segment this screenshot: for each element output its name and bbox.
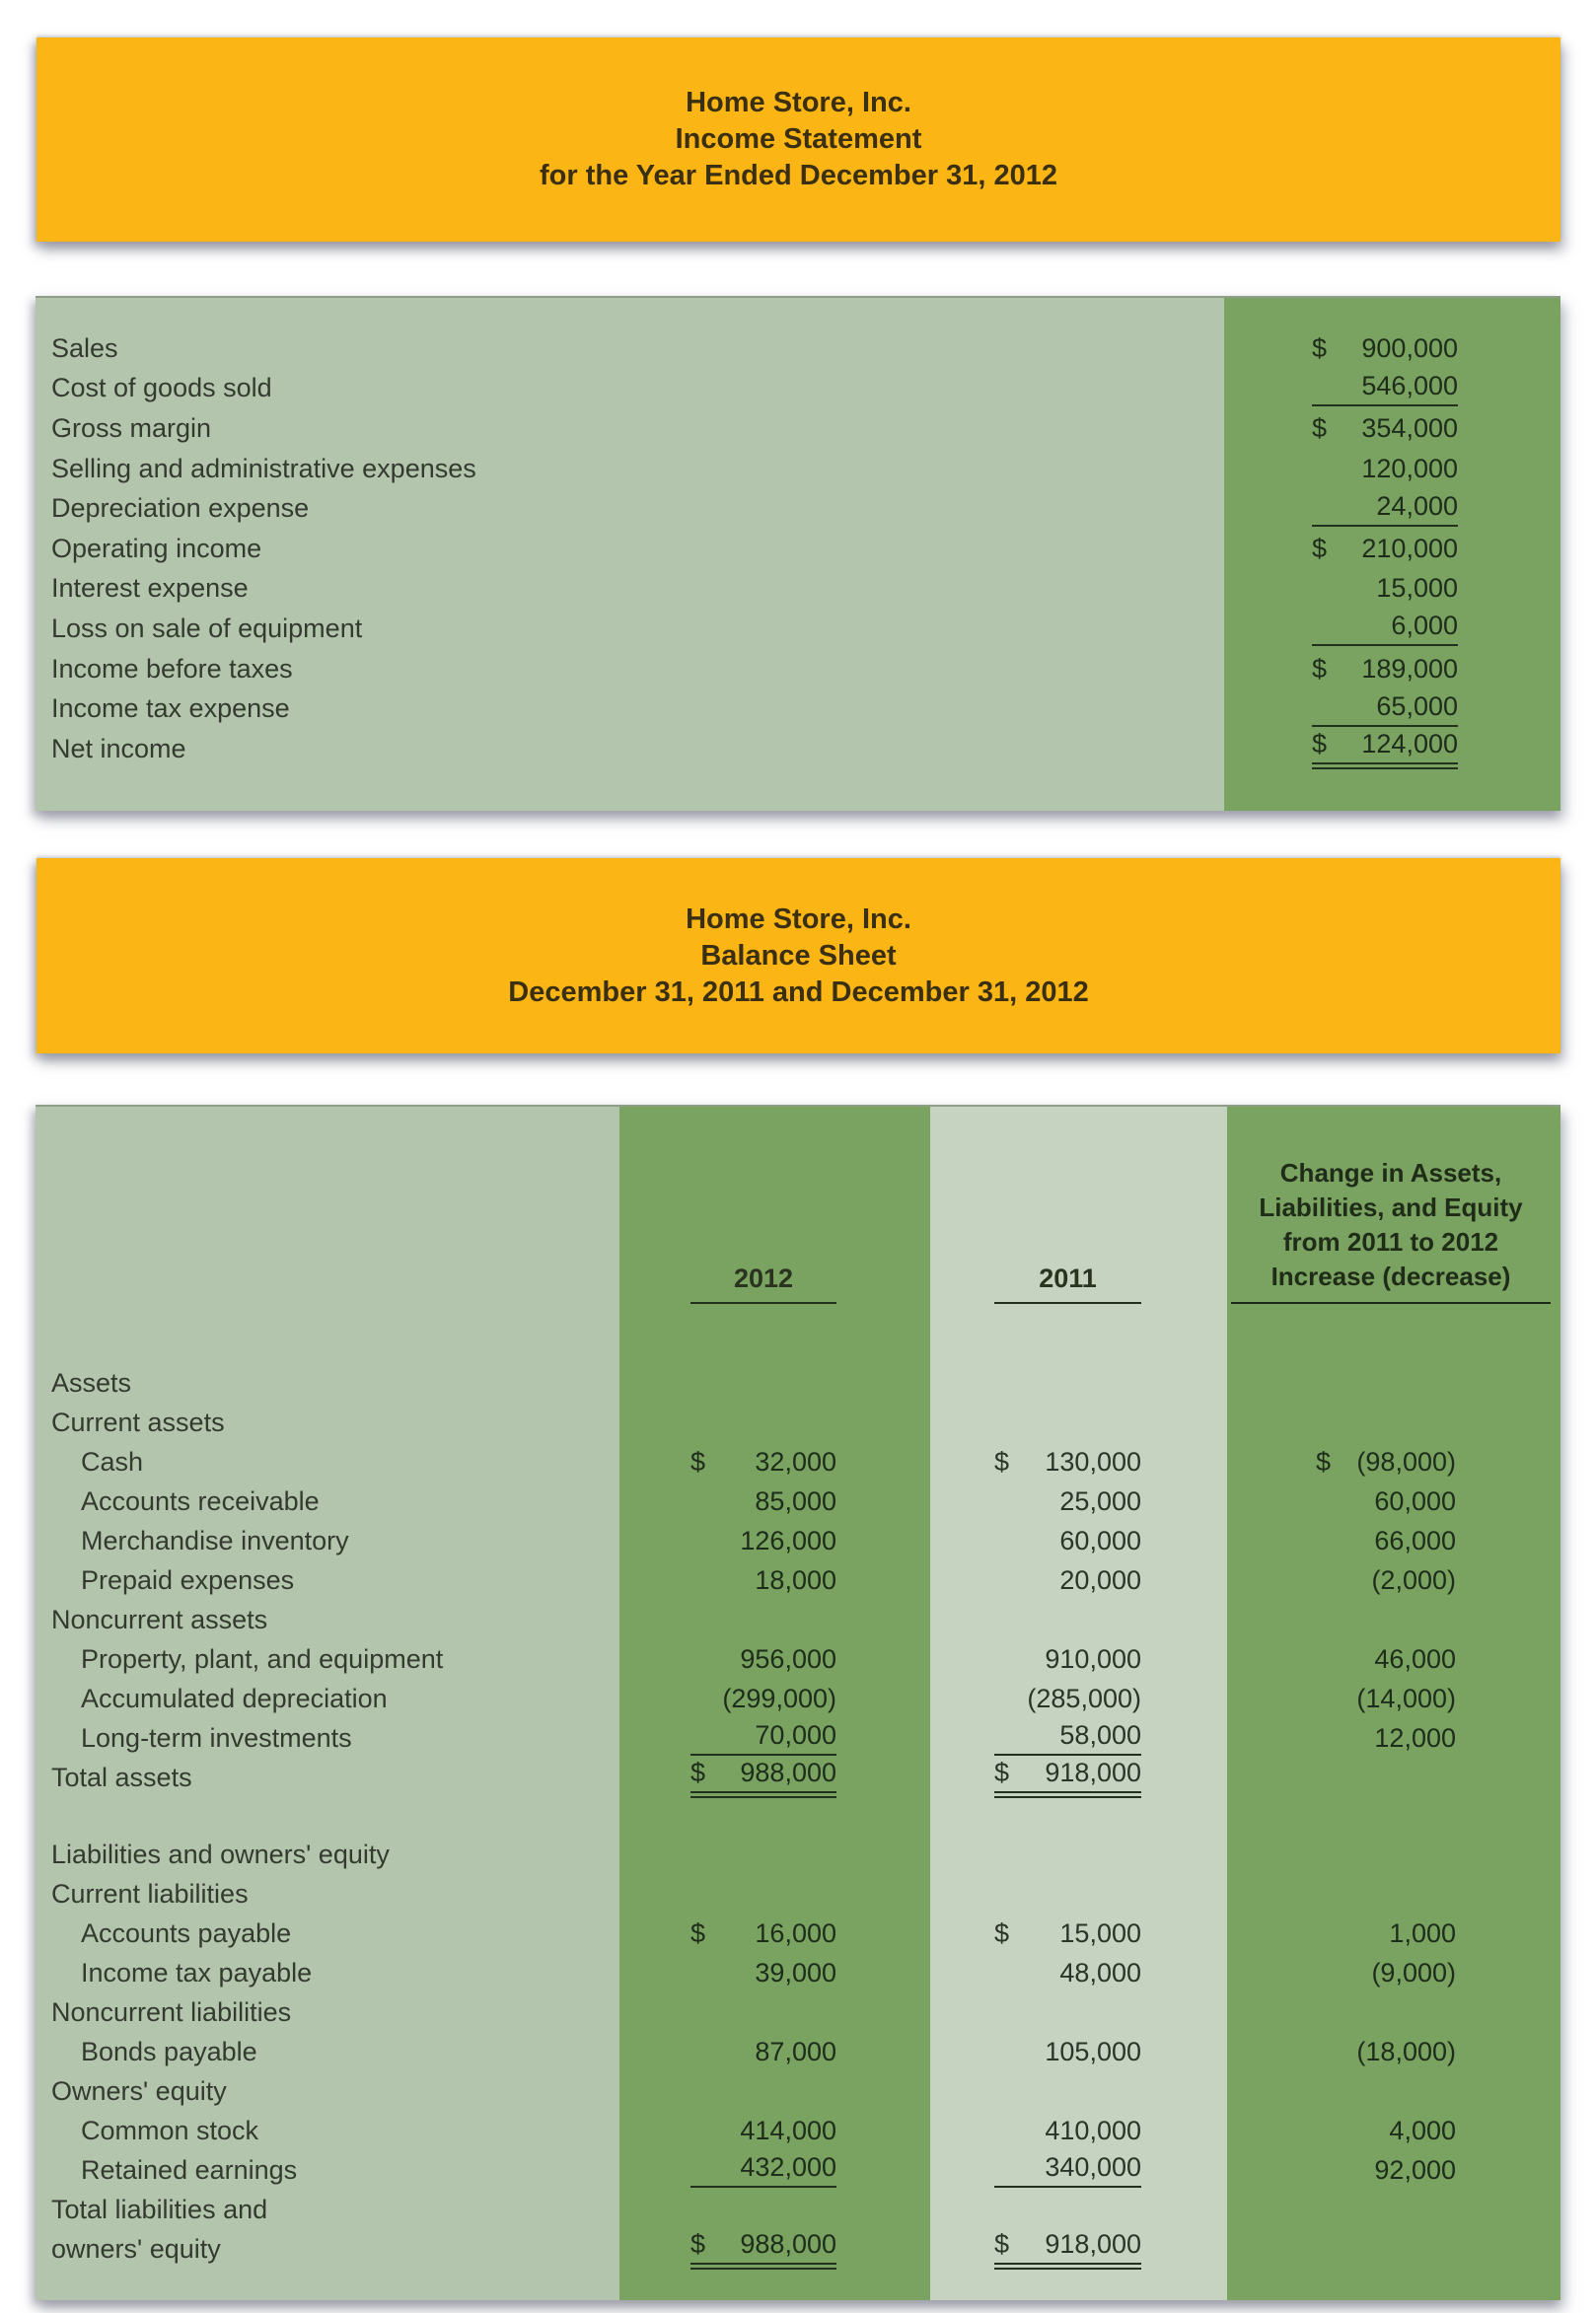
amount-cell-c2011	[930, 1958, 1227, 1988]
amount-value: 900,000	[1361, 332, 1458, 363]
row-label: Property, plant, and equipment	[81, 1643, 444, 1674]
amount-cell-c2011	[930, 2116, 1227, 2146]
row-label: Operating income	[51, 533, 262, 563]
amount-value: 126,000	[740, 1525, 836, 1555]
income-statement-period: for the Year Ended December 31, 2012	[540, 160, 1057, 191]
row-label: Accounts receivable	[81, 1485, 320, 1516]
amount-cell-c2012	[619, 1644, 930, 1675]
amount-cell-c2012	[619, 1720, 930, 1756]
amount-value: (9,000)	[1371, 1957, 1456, 1988]
amount	[690, 2152, 836, 2188]
amount	[1316, 1918, 1456, 1949]
row-label: Noncurrent assets	[51, 1604, 268, 1634]
amount-value: 18,000	[755, 1564, 836, 1595]
amount-cell-c2011	[930, 1918, 1227, 1949]
row-label: Sales	[51, 332, 118, 363]
amount-cell	[1224, 413, 1560, 444]
balance-sheet-banner	[36, 858, 1560, 1053]
amount	[1316, 1958, 1456, 1988]
amount-value: 25,000	[1059, 1485, 1141, 1516]
amount-value: 105,000	[1045, 2036, 1141, 2066]
amount-value: 16,000	[755, 1917, 836, 1948]
amount	[1316, 1486, 1456, 1517]
amount-cell-cchg	[1227, 1958, 1560, 1988]
amount	[690, 2229, 836, 2270]
amount-value: 87,000	[755, 2036, 836, 2066]
amount-value: (14,000)	[1356, 1683, 1456, 1713]
balance-sheet-row	[36, 1718, 1560, 1758]
balance-sheet-row	[36, 1442, 1560, 1482]
amount	[690, 2037, 836, 2067]
row-label: Gross margin	[51, 412, 212, 443]
amount-value: 60,000	[1374, 1485, 1456, 1516]
amount-value: 58,000	[1059, 1720, 1141, 1750]
amount	[1312, 333, 1458, 364]
row-label: owners' equity	[51, 2233, 221, 2264]
amount	[1316, 1526, 1456, 1556]
amount-cell-c2012	[619, 1684, 930, 1714]
amount-value: 6,000	[1391, 611, 1458, 641]
amount-value: 85,000	[755, 1485, 836, 1516]
amount	[690, 1447, 836, 1478]
amount-value: 4,000	[1389, 2115, 1456, 2145]
amount-value: 410,000	[1045, 2115, 1141, 2145]
balance-sheet-column-headers	[36, 1146, 1560, 1304]
amount-cell-c2011	[930, 1758, 1227, 1798]
amount-value: 39,000	[755, 1957, 836, 1988]
amount-cell	[1224, 371, 1560, 406]
amount-value: 15,000	[1376, 573, 1458, 604]
amount-cell	[1224, 491, 1560, 527]
amount-value: 46,000	[1374, 1643, 1456, 1674]
amount-value: (299,000)	[722, 1683, 836, 1713]
amount	[1316, 2116, 1456, 2146]
amount-cell-c2012	[619, 2116, 930, 2146]
amount-cell-c2012	[619, 2229, 930, 2270]
amount-cell-c2011	[930, 1720, 1227, 1756]
amount	[994, 1565, 1141, 1596]
column-header-change	[1231, 1156, 1551, 1304]
amount	[690, 1526, 836, 1556]
currency-symbol: $	[1312, 412, 1328, 443]
amount-value: 988,000	[740, 1757, 836, 1787]
income-statement-banner	[36, 37, 1560, 242]
amount-value: 12,000	[1374, 1722, 1456, 1753]
amount	[994, 1684, 1141, 1714]
amount	[1316, 2037, 1456, 2067]
amount-cell-c2011	[930, 1684, 1227, 1714]
amount	[1316, 1565, 1456, 1596]
amount	[1312, 534, 1458, 564]
amount	[1312, 691, 1458, 727]
row-label: Income before taxes	[51, 653, 293, 684]
row-label: Bonds payable	[81, 2036, 257, 2066]
column-header-2011-cell	[930, 1264, 1227, 1304]
amount-cell-c2011	[930, 2152, 1227, 2188]
amount-value: 60,000	[1059, 1525, 1141, 1555]
row-label: Cost of goods sold	[51, 373, 272, 403]
amount-cell	[1224, 454, 1560, 484]
balance-sheet-title: Balance Sheet	[700, 939, 897, 972]
balance-sheet-row	[36, 1992, 1560, 2032]
amount	[1312, 729, 1458, 769]
amount-value: 918,000	[1045, 2228, 1141, 2259]
currency-symbol: $	[1312, 728, 1328, 759]
income-statement-row	[36, 529, 1560, 569]
amount-value: 988,000	[740, 2228, 836, 2259]
amount-cell-cchg	[1227, 2116, 1560, 2146]
amount-cell-c2012	[619, 1758, 930, 1798]
amount-cell-cchg	[1227, 1447, 1560, 1478]
column-header-change-cell	[1227, 1156, 1560, 1304]
amount-cell	[1224, 573, 1560, 604]
balance-sheet-row	[36, 1835, 1560, 1874]
amount	[1312, 654, 1458, 685]
amount-cell-c2012	[619, 1565, 930, 1596]
amount-cell-c2011	[930, 1526, 1227, 1556]
blank-row	[36, 1797, 1560, 1835]
row-label: Total liabilities and	[51, 2194, 268, 2224]
currency-symbol: $	[1312, 332, 1328, 363]
amount	[1312, 413, 1458, 444]
amount	[994, 2037, 1141, 2067]
amount-cell	[1224, 691, 1560, 727]
amount	[994, 1720, 1141, 1756]
balance-sheet-row	[36, 1403, 1560, 1442]
amount-cell-cchg	[1227, 2155, 1560, 2186]
amount-cell	[1224, 611, 1560, 646]
row-label: Selling and administrative expenses	[51, 453, 476, 483]
row-label: Cash	[81, 1446, 144, 1477]
balance-sheet-row	[36, 2111, 1560, 2150]
income-statement-row	[36, 569, 1560, 610]
balance-sheet-company: Home Store, Inc.	[686, 903, 911, 935]
amount	[994, 1526, 1141, 1556]
currency-symbol: $	[994, 1757, 1010, 1787]
amount-value: 66,000	[1374, 1525, 1456, 1555]
amount	[1312, 611, 1458, 646]
amount-value: 414,000	[740, 2115, 836, 2145]
row-label: Accounts payable	[81, 1917, 292, 1948]
row-label: Total assets	[51, 1762, 192, 1792]
income-statement-table	[36, 296, 1560, 811]
income-statement-row	[36, 408, 1560, 449]
balance-sheet-row	[36, 1521, 1560, 1560]
amount-value: 20,000	[1059, 1564, 1141, 1595]
amount	[690, 2116, 836, 2146]
amount	[994, 1447, 1141, 1478]
balance-sheet-row	[36, 2229, 1560, 2269]
row-label: Accumulated depreciation	[81, 1683, 388, 1713]
amount	[690, 1486, 836, 1517]
amount	[1316, 1447, 1456, 1478]
amount-value: 354,000	[1361, 412, 1458, 443]
amount-cell-c2012	[619, 1526, 930, 1556]
amount-cell	[1224, 729, 1560, 769]
currency-symbol: $	[1312, 653, 1328, 684]
amount-value: 48,000	[1059, 1957, 1141, 1988]
amount	[1312, 491, 1458, 527]
amount	[690, 1918, 836, 1949]
balance-sheet-row	[36, 1560, 1560, 1600]
amount	[994, 1758, 1141, 1798]
amount-value: 92,000	[1374, 2154, 1456, 2185]
balance-sheet-row	[36, 2071, 1560, 2111]
amount-cell-c2011	[930, 2229, 1227, 2270]
amount	[994, 2229, 1141, 2270]
column-header-2011: 2011	[994, 1264, 1141, 1304]
balance-sheet-row	[36, 1758, 1560, 1797]
currency-symbol: $	[690, 2228, 706, 2259]
amount	[994, 1486, 1141, 1517]
amount-cell-c2011	[930, 1644, 1227, 1675]
balance-sheet-period: December 31, 2011 and December 31, 2012	[508, 976, 1089, 1008]
balance-sheet-rows	[36, 1363, 1560, 2269]
amount-value: 546,000	[1361, 370, 1458, 400]
change-header-line: from 2011 to 2012	[1282, 1227, 1499, 1257]
amount-value: 956,000	[740, 1643, 836, 1674]
row-label: Merchandise inventory	[81, 1525, 349, 1555]
income-statement-company: Home Store, Inc.	[686, 87, 911, 118]
income-statement-row	[36, 609, 1560, 649]
amount-cell-c2011	[930, 1486, 1227, 1517]
amount-value: (285,000)	[1027, 1683, 1141, 1713]
amount	[1312, 454, 1458, 484]
amount-value: 24,000	[1376, 490, 1458, 521]
currency-symbol: $	[994, 2228, 1010, 2259]
balance-sheet-row	[36, 1600, 1560, 1639]
amount-value: 65,000	[1376, 690, 1458, 721]
amount-cell	[1224, 333, 1560, 364]
balance-sheet-table	[36, 1105, 1560, 2300]
amount	[1316, 1644, 1456, 1675]
income-statement-row	[36, 729, 1560, 769]
currency-symbol: $	[690, 1446, 706, 1477]
amount-value: 1,000	[1389, 1917, 1456, 1948]
amount-value: 15,000	[1059, 1917, 1141, 1948]
balance-sheet-row	[36, 1874, 1560, 1914]
row-label: Prepaid expenses	[81, 1564, 295, 1595]
amount-value: 210,000	[1361, 533, 1458, 563]
amount-cell-cchg	[1227, 1684, 1560, 1714]
amount	[994, 1644, 1141, 1675]
amount-cell-cchg	[1227, 2037, 1560, 2067]
amount	[690, 1958, 836, 1988]
amount-cell-c2011	[930, 1447, 1227, 1478]
amount-cell-cchg	[1227, 1723, 1560, 1754]
column-header-2012-cell	[619, 1264, 930, 1304]
row-label: Noncurrent liabilities	[51, 1996, 292, 2027]
row-label: Loss on sale of equipment	[51, 613, 363, 643]
amount-value: 432,000	[740, 2152, 836, 2182]
row-label: Common stock	[81, 2115, 259, 2145]
income-statement-rows	[36, 328, 1560, 769]
income-statement-row	[36, 488, 1560, 529]
amount	[690, 1720, 836, 1756]
amount-value: 189,000	[1361, 653, 1458, 684]
amount	[690, 1565, 836, 1596]
amount-value: 32,000	[755, 1446, 836, 1477]
row-label: Net income	[51, 733, 186, 763]
currency-symbol: $	[1316, 1446, 1332, 1477]
income-statement-row	[36, 328, 1560, 369]
change-header-line: Liabilities, and Equity	[1259, 1193, 1523, 1222]
amount-cell-cchg	[1227, 1644, 1560, 1675]
amount-value: 70,000	[755, 1720, 836, 1750]
row-label: Assets	[51, 1367, 132, 1398]
row-label: Liabilities and owners' equity	[51, 1839, 390, 1869]
amount-cell-cchg	[1227, 1526, 1560, 1556]
currency-symbol: $	[994, 1917, 1010, 1948]
row-label: Retained earnings	[81, 2154, 298, 2185]
amount-cell-c2012	[619, 1918, 930, 1949]
amount-cell-cchg	[1227, 1486, 1560, 1517]
balance-sheet-row	[36, 2032, 1560, 2071]
row-label: Interest expense	[51, 573, 249, 604]
row-label: Current assets	[51, 1407, 225, 1437]
currency-symbol: $	[994, 1446, 1010, 1477]
amount	[690, 1644, 836, 1675]
row-label: Owners' equity	[51, 2075, 227, 2106]
balance-sheet-row	[36, 2190, 1560, 2229]
income-statement-row	[36, 449, 1560, 489]
amount-cell-c2011	[930, 1565, 1227, 1596]
income-statement-row	[36, 649, 1560, 689]
amount-value: 918,000	[1045, 1757, 1141, 1787]
amount	[1316, 2155, 1456, 2186]
amount-cell-c2012	[619, 2037, 930, 2067]
row-label: Long-term investments	[81, 1722, 352, 1753]
row-label: Income tax expense	[51, 693, 290, 724]
amount-value: (2,000)	[1371, 1564, 1456, 1595]
amount	[1316, 1723, 1456, 1754]
balance-sheet-row	[36, 1679, 1560, 1718]
row-label: Income tax payable	[81, 1957, 313, 1988]
amount	[994, 2152, 1141, 2188]
currency-symbol: $	[690, 1757, 706, 1787]
amount-cell-c2012	[619, 1958, 930, 1988]
amount	[1316, 1684, 1456, 1714]
amount	[690, 1684, 836, 1714]
amount	[1312, 573, 1458, 604]
amount-cell-c2012	[619, 1447, 930, 1478]
amount	[690, 1758, 836, 1798]
balance-sheet-row	[36, 1482, 1560, 1521]
amount	[994, 1958, 1141, 1988]
currency-symbol: $	[690, 1917, 706, 1948]
amount-cell-cchg	[1227, 1565, 1560, 1596]
row-label: Depreciation expense	[51, 493, 310, 524]
amount-value: 130,000	[1045, 1446, 1141, 1477]
amount-value: 340,000	[1045, 2152, 1141, 2182]
amount	[994, 2116, 1141, 2146]
income-statement-row	[36, 688, 1560, 729]
column-header-2012: 2012	[690, 1264, 836, 1304]
amount-value: 910,000	[1045, 1643, 1141, 1674]
income-statement-title: Income Statement	[675, 123, 922, 155]
balance-sheet-row	[36, 1363, 1560, 1403]
change-header-line: Increase (decrease)	[1270, 1262, 1511, 1291]
amount-cell-c2012	[619, 1486, 930, 1517]
balance-sheet-row	[36, 2150, 1560, 2190]
balance-sheet-row	[36, 1639, 1560, 1679]
amount-value: 124,000	[1361, 728, 1458, 759]
amount	[1312, 371, 1458, 406]
row-label: Current liabilities	[51, 1878, 249, 1909]
amount-cell-cchg	[1227, 1918, 1560, 1949]
amount-value: (98,000)	[1356, 1446, 1456, 1477]
amount-cell-c2012	[619, 2152, 930, 2188]
currency-symbol: $	[1312, 533, 1328, 563]
change-header-line: Change in Assets,	[1279, 1158, 1502, 1188]
income-statement-row	[36, 369, 1560, 409]
amount-value: (18,000)	[1356, 2036, 1456, 2066]
amount-cell	[1224, 534, 1560, 564]
amount-cell-c2011	[930, 2037, 1227, 2067]
balance-sheet-row	[36, 1953, 1560, 1992]
amount	[994, 1918, 1141, 1949]
amount-value: 120,000	[1361, 453, 1458, 483]
balance-sheet-row	[36, 1914, 1560, 1953]
amount-cell	[1224, 654, 1560, 685]
